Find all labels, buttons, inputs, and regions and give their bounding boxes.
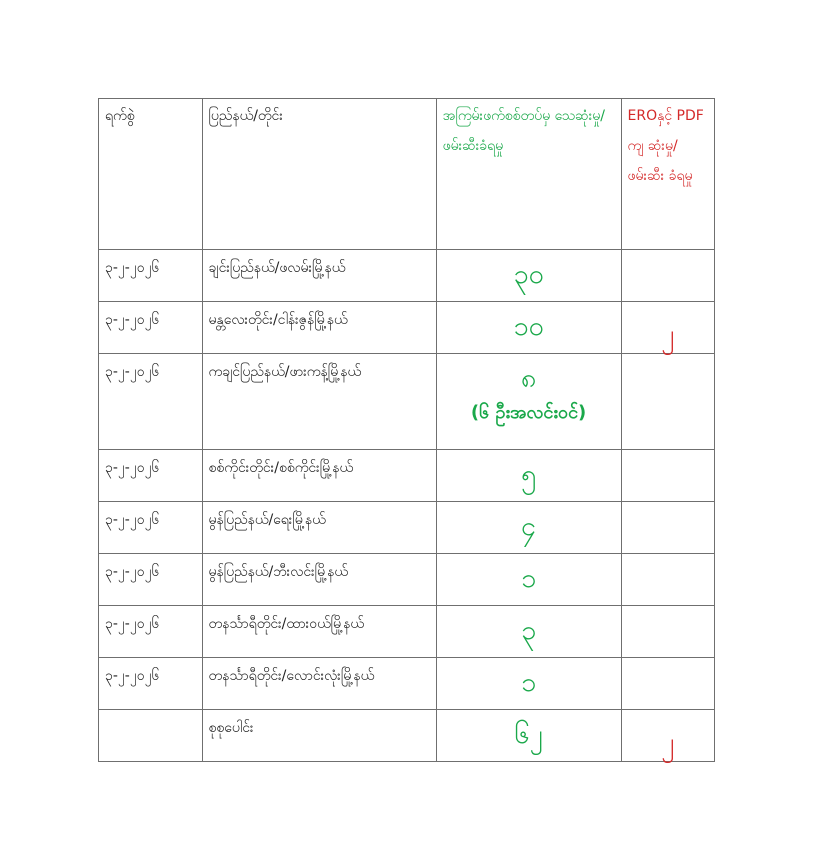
military-count: ၃၀ <box>513 259 544 290</box>
military-count: ၈ <box>520 363 537 394</box>
military-count-cell <box>436 502 621 554</box>
casualty-table <box>98 98 715 762</box>
region-cell <box>202 354 436 450</box>
total-ero-pdf-count: ၂ <box>661 727 675 758</box>
ero-pdf-count-cell <box>621 354 714 450</box>
total-military-cell <box>436 710 621 762</box>
military-count: ၁ <box>520 563 537 594</box>
region-text: စစ်ကိုင်းတိုင်း/စစ်ကိုင်းမြို့နယ် <box>208 460 354 476</box>
region-cell <box>202 658 436 710</box>
header-date-cell <box>99 99 203 250</box>
ero-pdf-count-cell <box>621 502 714 554</box>
table-row <box>99 606 715 658</box>
ero-pdf-count: ၂ <box>661 319 675 350</box>
date-cell <box>99 450 203 502</box>
region-cell <box>202 250 436 302</box>
military-count: ၁ <box>520 667 537 698</box>
table-row <box>99 354 715 450</box>
total-empty-cell <box>99 710 203 762</box>
date-text: ၃-၂-၂၀၂၆ <box>105 260 160 276</box>
date-text: ၃-၂-၂၀၂၆ <box>105 364 160 380</box>
ero-pdf-count-cell <box>621 250 714 302</box>
date-text: ၃-၂-၂၀၂၆ <box>105 312 160 328</box>
table-row <box>99 250 715 302</box>
region-text: ချင်းပြည်နယ်/ဖလမ်းမြို့နယ် <box>208 260 346 276</box>
military-count: ၁၀ <box>513 311 544 342</box>
date-cell <box>99 658 203 710</box>
header-military-cell <box>436 99 621 250</box>
region-text: တနင်္သာရီတိုင်း/လောင်းလုံးမြို့နယ် <box>208 668 375 684</box>
military-count: ၄ <box>520 511 537 542</box>
date-cell <box>99 354 203 450</box>
region-cell <box>202 606 436 658</box>
total-label-cell <box>202 710 436 762</box>
date-text: ၃-၂-၂၀၂၆ <box>105 460 160 476</box>
region-text: တနင်္သာရီတိုင်း/ထားဝယ်မြို့နယ် <box>208 616 365 632</box>
header-military: အကြမ်းဖက်စစ်တပ်မှ သေဆုံးမှု/ ဖမ်းဆီးခံရမှု <box>442 108 605 154</box>
date-cell <box>99 302 203 354</box>
region-text: မွန်ပြည်နယ်/ဘီးလင်းမြို့နယ် <box>208 564 348 580</box>
region-cell <box>202 302 436 354</box>
ero-pdf-count-cell <box>621 302 714 354</box>
region-text: မွန်ပြည်နယ်/ရေးမြို့နယ် <box>208 512 326 528</box>
table-row <box>99 554 715 606</box>
total-row <box>99 710 715 762</box>
region-text: ကချင်ပြည်နယ်/ဖားကန့်မြို့နယ် <box>208 364 362 380</box>
military-count-cell <box>436 606 621 658</box>
header-ero-pdf: EROနှင့် PDF ကျ ဆုံးမှု/ ဖမ်းဆီး ခံရမှု <box>627 108 704 184</box>
header-row <box>99 99 715 250</box>
military-count: ၃ <box>520 615 537 646</box>
total-ero-pdf-cell <box>621 710 714 762</box>
military-count-cell <box>436 554 621 606</box>
table-row <box>99 502 715 554</box>
table-row <box>99 658 715 710</box>
header-date: ရက်စွဲ <box>105 108 135 124</box>
ero-pdf-count-cell <box>621 450 714 502</box>
military-count-cell <box>436 354 621 450</box>
date-text: ၃-၂-၂၀၂၆ <box>105 512 160 528</box>
date-cell <box>99 554 203 606</box>
total-label: စုစုပေါင်း <box>208 720 254 736</box>
date-text: ၃-၂-၂၀၂၆ <box>105 668 160 684</box>
military-note: (၆ ဦးအလင်းဝင်) <box>470 402 587 423</box>
header-region: ပြည်နယ်/တိုင်း <box>208 108 283 124</box>
military-count: ၅ <box>520 459 537 490</box>
date-text: ၃-၂-၂၀၂၆ <box>105 616 160 632</box>
military-count-cell <box>436 658 621 710</box>
ero-pdf-count-cell <box>621 658 714 710</box>
table-row <box>99 450 715 502</box>
date-text: ၃-၂-၂၀၂၆ <box>105 564 160 580</box>
header-ero-pdf-cell <box>621 99 714 250</box>
military-count-cell <box>436 302 621 354</box>
region-cell <box>202 450 436 502</box>
header-region-cell <box>202 99 436 250</box>
date-cell <box>99 502 203 554</box>
region-text: မန္တလေးတိုင်း/ငါန်းဇွန်မြို့နယ် <box>208 312 348 328</box>
military-count-cell <box>436 250 621 302</box>
date-cell <box>99 250 203 302</box>
region-cell <box>202 554 436 606</box>
ero-pdf-count-cell <box>621 606 714 658</box>
total-military-count: ၆၂ <box>514 719 543 750</box>
military-count-cell <box>436 450 621 502</box>
ero-pdf-count-cell <box>621 554 714 606</box>
date-cell <box>99 606 203 658</box>
table-row <box>99 302 715 354</box>
region-cell <box>202 502 436 554</box>
